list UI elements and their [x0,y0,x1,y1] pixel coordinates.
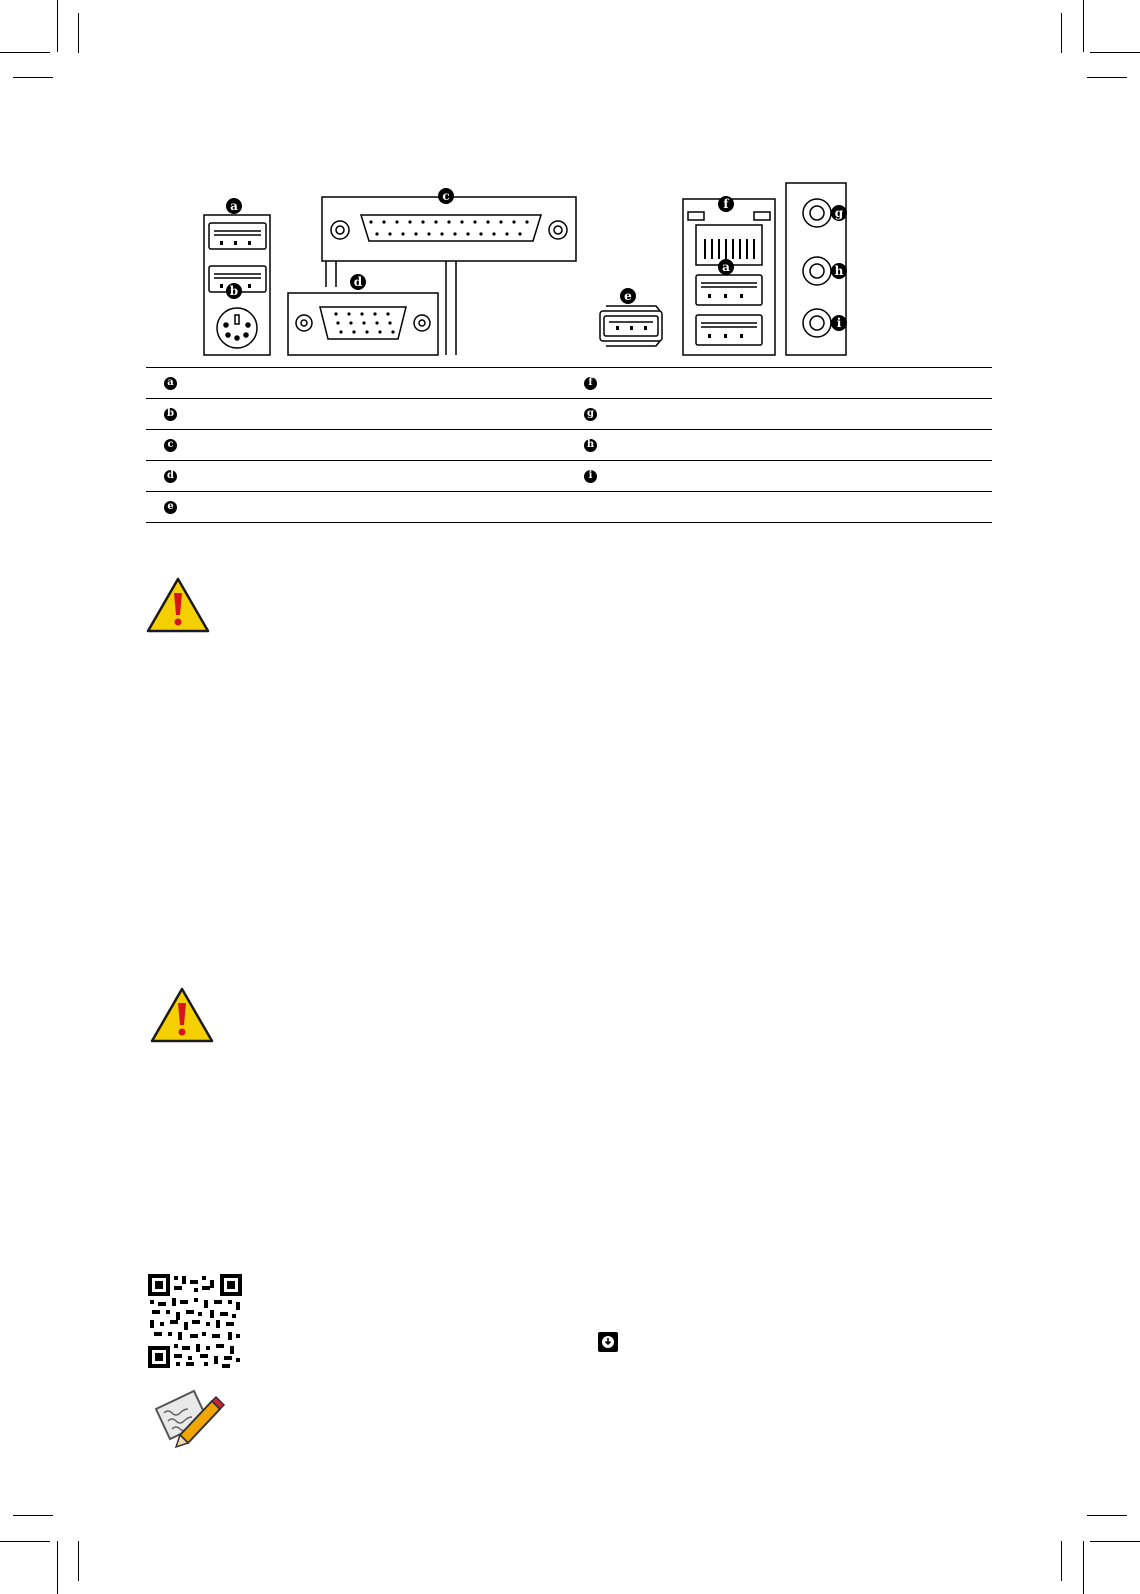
crop-mark [1061,13,1062,53]
crop-mark [78,13,79,53]
vga-pins [334,312,394,333]
download-icon[interactable] [598,1332,618,1352]
back-panel-diagram [196,175,866,357]
legend-row [146,461,992,492]
usb-teeth [220,241,743,338]
legend-row [146,492,992,523]
legend-letter: a [164,377,177,390]
crop-mark [0,52,50,53]
legend-row [146,399,992,430]
legend-row [146,367,992,399]
crop-mark [13,77,53,78]
crop-mark [57,1541,58,1594]
callout-c: c [442,189,450,203]
rj45-contacts [704,239,755,259]
callout-g: g [834,206,844,220]
warning-icon [145,576,211,634]
warning-icon [149,986,215,1044]
callout-a: a [230,199,238,213]
crop-mark [1087,1515,1127,1516]
crop-mark [1061,1541,1062,1581]
callout-e: e [624,289,632,303]
legend-letter: b [164,408,177,421]
legend-letter: g [584,408,597,421]
callout-a-lan: a [722,260,730,274]
connector-pins [220,220,755,338]
callout-d: d [353,275,363,289]
crop-mark [1083,0,1084,52]
crop-mark [13,1515,53,1516]
lan-usb-stack [683,199,775,355]
legend-letter: h [584,439,597,452]
crop-mark [1083,1541,1084,1594]
crop-mark [1087,77,1127,78]
legend-row [146,430,992,461]
crop-mark [1090,52,1140,53]
qr-code[interactable] [148,1274,242,1368]
legend-letter: f [584,377,597,390]
crop-mark [0,1541,50,1542]
callout-b: b [229,284,239,298]
connector-legend [146,367,992,523]
legend-letter: i [584,470,597,483]
callout-i: i [836,316,842,330]
legend-letter: d [164,470,177,483]
crop-mark [78,1541,79,1581]
crop-mark [57,0,58,52]
callout-f: f [723,197,729,211]
callout-h: h [834,264,844,278]
crop-mark [1090,1541,1140,1542]
note-pencil-icon [150,1387,226,1449]
legend-letter: c [164,439,177,452]
parallel-pins [369,220,528,235]
legend-letter: e [164,501,177,514]
